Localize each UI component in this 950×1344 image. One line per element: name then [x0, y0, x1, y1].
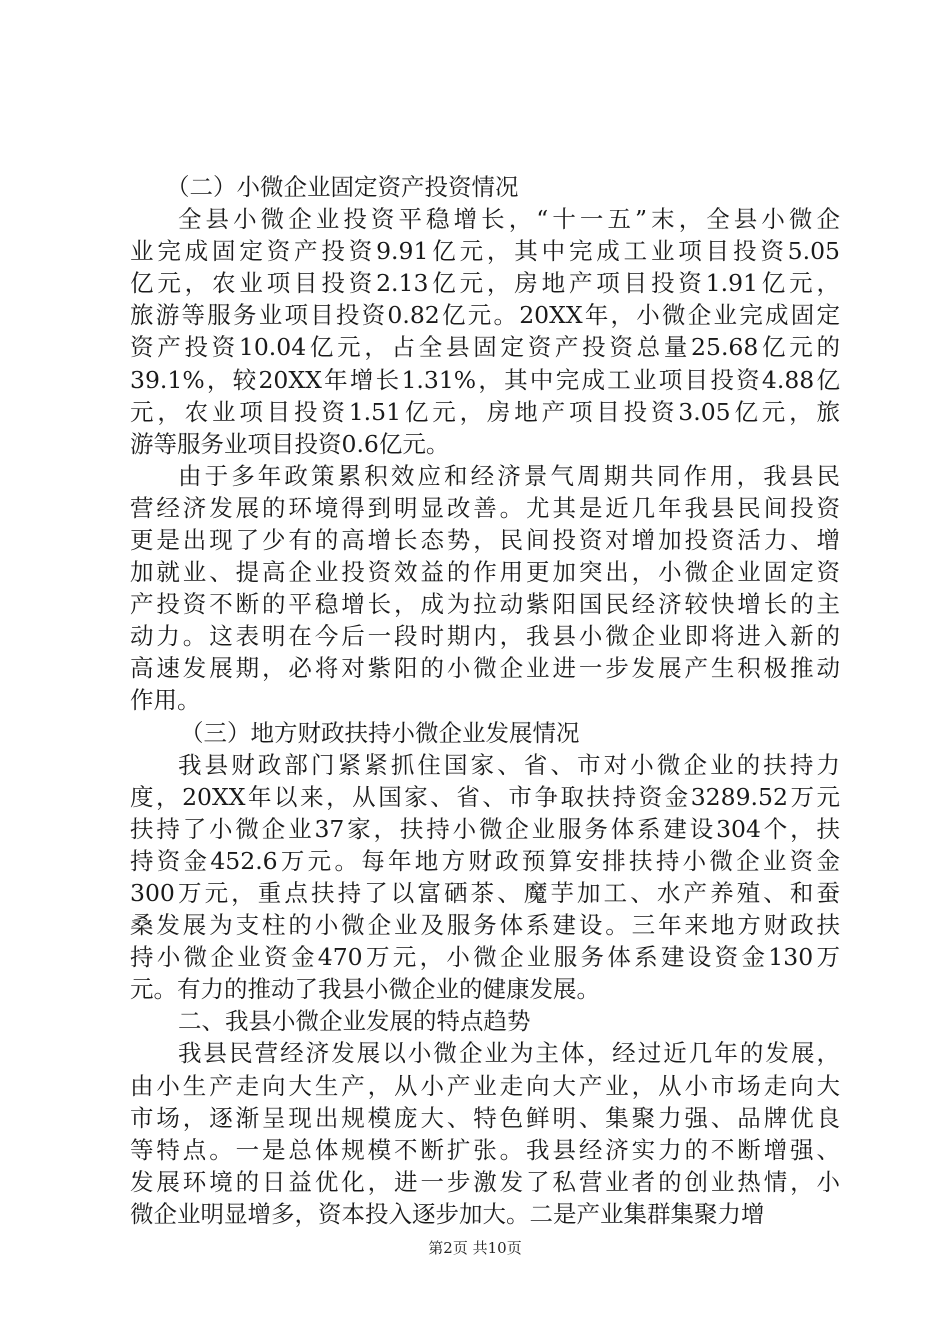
paragraph-line: 持小微企业资金470万元，小微企业服务体系建设资金130万 — [130, 943, 840, 972]
paragraph-line: 300万元，重点扶持了以富硒茶、魔芋加工、水产养殖、和蚕 — [130, 879, 840, 907]
paragraph-line: 作用。 — [130, 686, 201, 715]
paragraph-line: 等特点。一是总体规模不断扩张。我县经济实力的不断增强、 — [130, 1135, 840, 1164]
paragraph-line: 营经济发展的环境得到明显改善。尤其是近几年我县民间投资 — [130, 493, 840, 522]
paragraph-line: 产投资不断的平稳增长，成为拉动紫阳国民经济较快增长的主 — [130, 590, 840, 619]
paragraph-line: 游等服务业项目投资0.6亿元。 — [130, 429, 450, 458]
paragraph-line: 市场，逐渐呈现出规模庞大、特色鲜明、集聚力强、品牌优良 — [130, 1103, 840, 1132]
paragraph-line: 元，农业项目投资1.51亿元，房地产项目投资3.05亿元，旅 — [130, 397, 840, 426]
page-footer: 第2页 共10页 — [428, 1239, 522, 1257]
paragraph-line: 桑发展为支柱的小微企业及服务体系建设。三年来地方财政扶 — [130, 911, 840, 940]
paragraph-line: 动力。这表明在今后一段时期内，我县小微企业即将进入新的 — [130, 622, 840, 651]
paragraph-line: 由于多年政策累积效应和经济景气周期共同作用，我县民 — [178, 461, 840, 490]
paragraph-line: 发展环境的日益优化，进一步激发了私营业者的创业热情，小 — [130, 1167, 840, 1196]
paragraph-line: 旅游等服务业项目投资0.82亿元。20XX年，小微企业完成固定 — [130, 301, 840, 330]
paragraph-line: 扶持了小微企业37家，扶持小微企业服务体系建设304个，扶 — [130, 814, 840, 843]
paragraph-line: 加就业、提高企业投资效益的作用更加突出，小微企业固定资 — [130, 558, 840, 587]
section-heading-2: （二）小微企业固定资产投资情况 — [166, 173, 519, 201]
section-heading-3: （三）地方财政扶持小微企业发展情况 — [180, 718, 580, 747]
paragraph-line: 元。有力的推动了我县小微企业的健康发展。 — [130, 975, 600, 1004]
paragraph-line: 微企业明显增多，资本投入逐步加大。二是产业集群集聚力增 — [130, 1199, 765, 1228]
paragraph-line: 我县民营经济发展以小微企业为主体，经过近几年的发展， — [178, 1039, 840, 1068]
paragraph-line: 39.1%，较20XX年增长1.31%，其中完成工业项目投资4.88亿 — [130, 365, 840, 394]
section-heading-two: 二、我县小微企业发展的特点趋势 — [178, 1007, 531, 1036]
paragraph-line: 度，20XX年以来，从国家、省、市争取扶持资金3289.52万元 — [130, 782, 840, 811]
paragraph-line: 更是出现了少有的高增长态势，民间投资对增加投资活力、增 — [130, 526, 840, 554]
paragraph-line: 亿元，农业项目投资2.13亿元，房地产项目投资1.91亿元， — [130, 269, 840, 298]
paragraph-line: 资产投资10.04亿元，占全县固定资产投资总量25.68亿元的 — [130, 333, 840, 362]
paragraph-line: 业完成固定资产投资9.91亿元，其中完成工业项目投资5.05 — [130, 237, 840, 266]
paragraph-line: 由小生产走向大生产，从小产业走向大产业，从小市场走向大 — [130, 1071, 840, 1100]
paragraph-line: 我县财政部门紧紧抓住国家、省、市对小微企业的扶持力 — [178, 750, 840, 779]
paragraph-line: 全县小微企业投资平稳增长，“十一五”末，全县小微企 — [178, 205, 840, 234]
paragraph-line: 持资金452.6万元。每年地方财政预算安排扶持小微企业资金 — [130, 846, 840, 875]
paragraph-line: 高速发展期，必将对紫阳的小微企业进一步发展产生积极推动 — [130, 654, 840, 683]
